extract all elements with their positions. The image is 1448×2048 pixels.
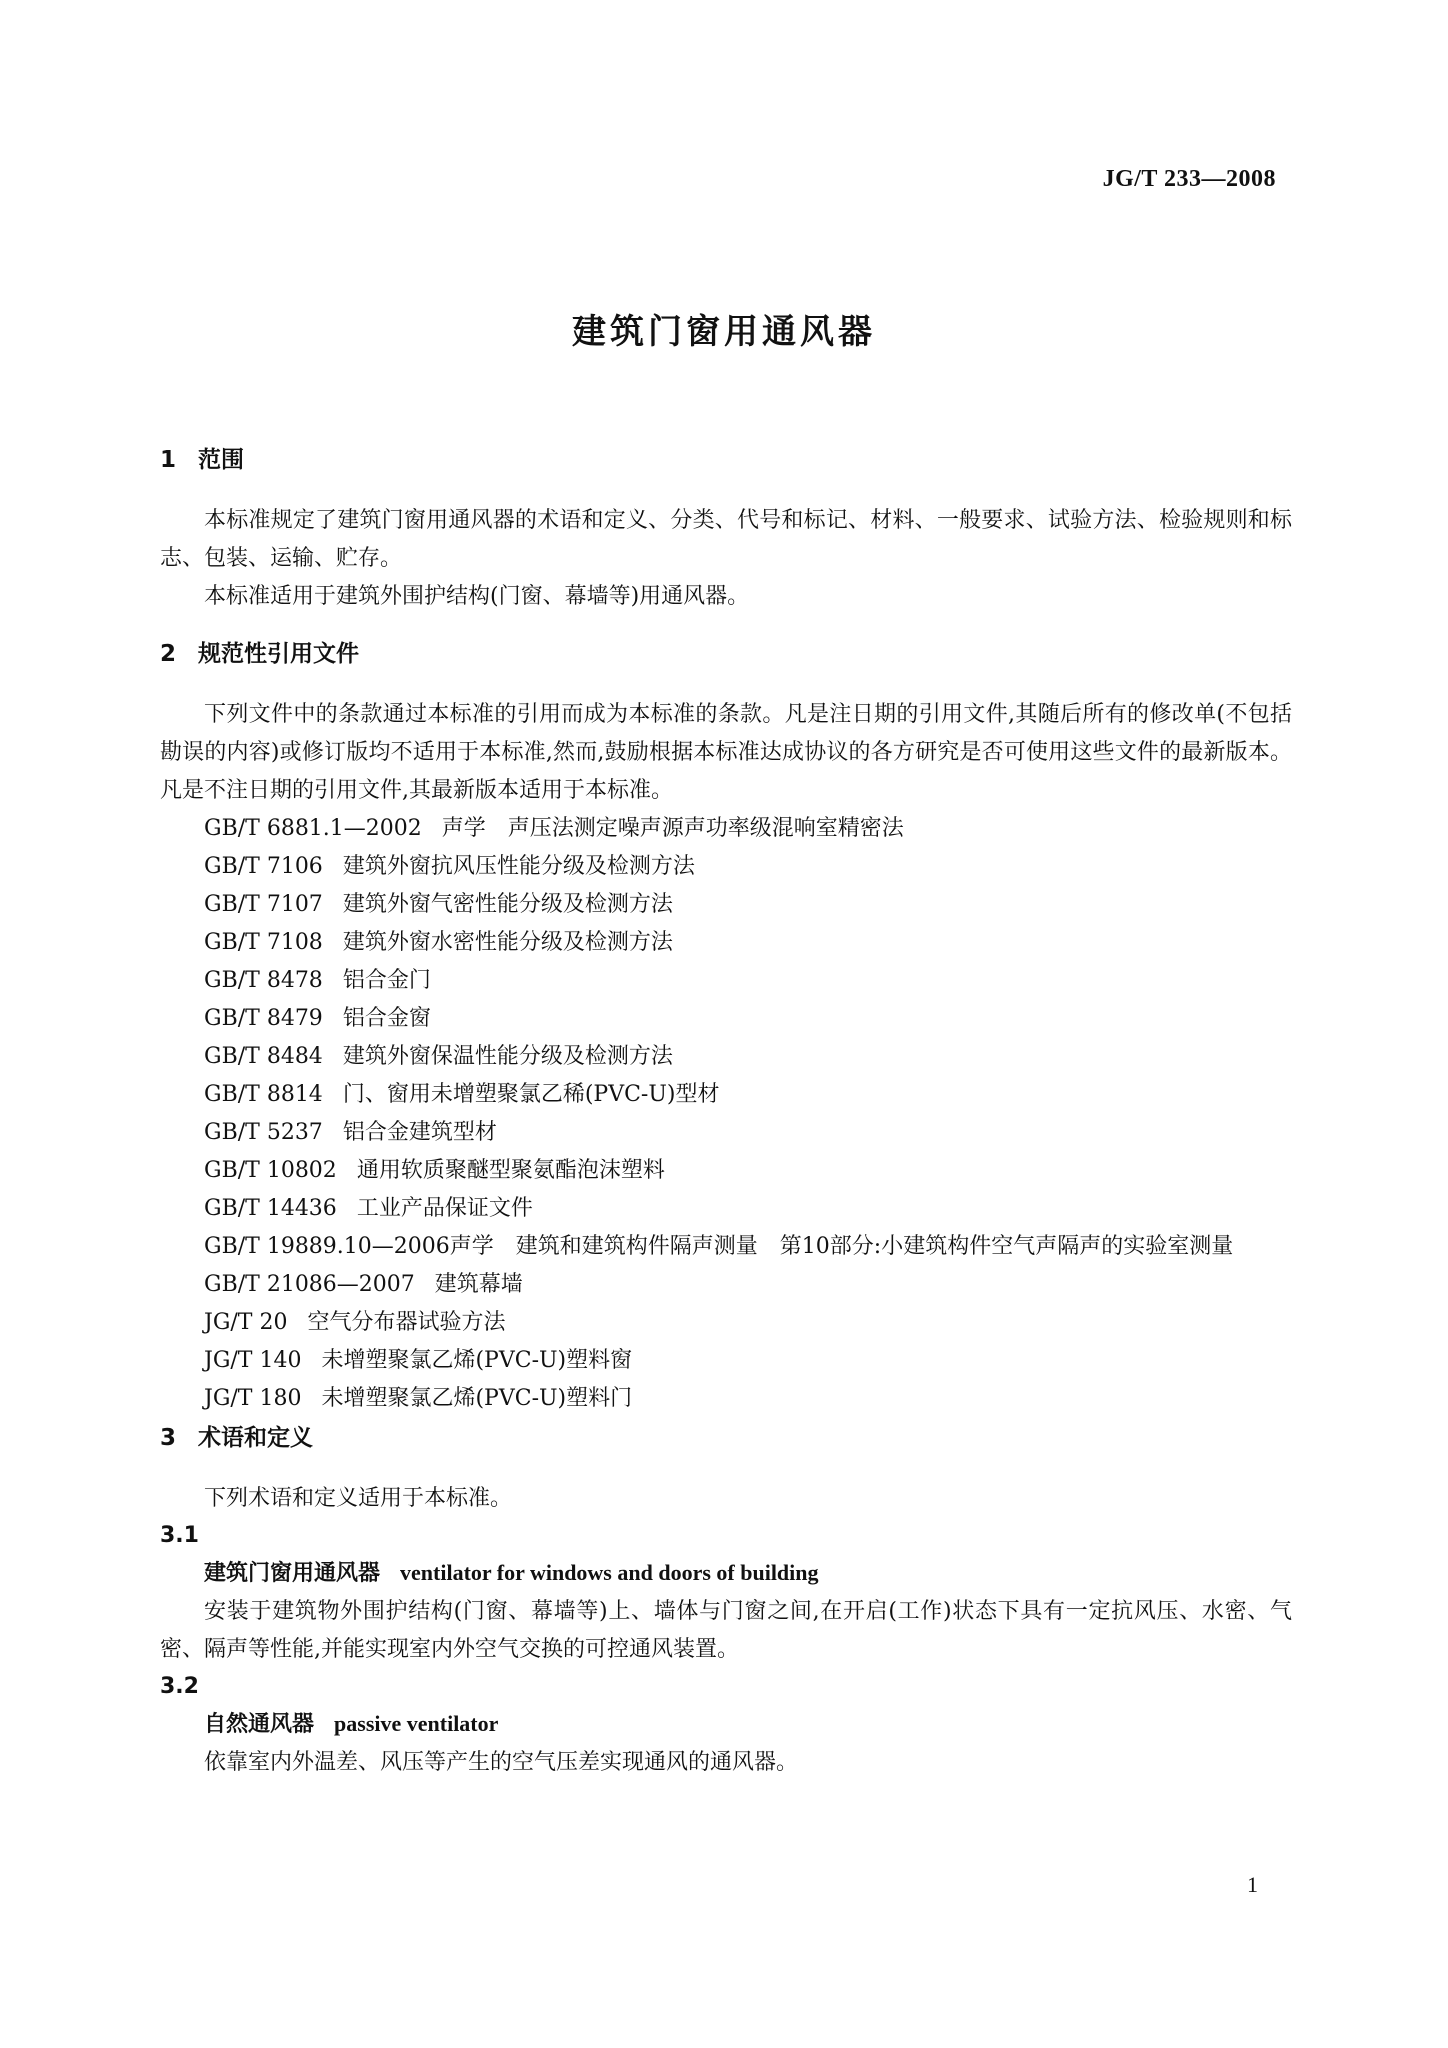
reference-code: GB/T 21086—2007 (204, 1272, 415, 1297)
reference-item (160, 1342, 1292, 1380)
reference-code: GB/T 14436 (204, 1196, 337, 1221)
reference-item (160, 1228, 1292, 1266)
term-definition: 安装于建筑物外围护结构(门窗、幕墙等)上、墙体与门窗之间,在开启(工作)状态下具有一定抗风压、水密、气密、隔声等性能,并能实现室内外空气交换的可控通风装置。 (160, 1599, 1292, 1662)
reference-item (160, 886, 1292, 924)
term-definition: 依靠室内外温差、风压等产生的空气压差实现通风的通风器。 (204, 1750, 799, 1775)
reference-code: GB/T 7108 (204, 930, 323, 955)
reference-item (160, 848, 1292, 886)
reference-title: 建筑外窗抗风压性能分级及检测方法 (342, 854, 695, 879)
reference-item (160, 810, 1292, 848)
reference-item (160, 1152, 1292, 1190)
reference-title: 建筑外窗气密性能分级及检测方法 (342, 892, 673, 917)
reference-title: 声学 声压法测定噪声源声功率级混响室精密法 (441, 816, 904, 841)
references-intro: 下列文件中的条款通过本标准的引用而成为本标准的条款。凡是注日期的引用文件,其随后所有的修改单(不包括勘误的内容)或修订版均不适用于本标准,然而,鼓励根据本标准达成协议的各方研究是否可使用这些文件的最新版本。凡是不注日期的引用文件,其最新版本适用于本标准。 (160, 702, 1292, 803)
reference-code: GB/T 8478 (204, 968, 323, 993)
reference-title: 建筑外窗水密性能分级及检测方法 (342, 930, 673, 955)
reference-item (160, 1190, 1292, 1228)
reference-title: 通用软质聚醚型聚氨酯泡沫塑料 (356, 1158, 665, 1183)
reference-code: JG/T 180 (204, 1386, 302, 1411)
document-title: 建筑门窗用通风器 (572, 312, 876, 352)
reference-code: GB/T 8479 (204, 1006, 323, 1031)
section-number: 1 (160, 447, 177, 473)
term-chinese: 建筑门窗用通风器 (204, 1561, 381, 1586)
term-number: 3.1 (160, 1523, 199, 1548)
reference-code: GB/T 8814 (204, 1082, 323, 1107)
reference-item (160, 962, 1292, 1000)
reference-item (160, 1076, 1292, 1114)
standard-code: JG/T 233—2008 (1102, 166, 1276, 192)
section-title: 范围 (198, 447, 244, 473)
scope-paragraph: 本标准适用于建筑外围护结构(门窗、幕墙等)用通风器。 (204, 584, 750, 609)
term-heading (160, 1705, 1292, 1744)
page-number: 1 (1247, 1872, 1258, 1897)
reference-item (160, 924, 1292, 962)
scope-paragraph: 本标准规定了建筑门窗用通风器的术语和定义、分类、代号和标记、材料、一般要求、试验方法、检验规则和标志、包装、运输、贮存。 (160, 508, 1292, 571)
section-number: 3 (160, 1425, 177, 1451)
reference-title: 未增塑聚氯乙烯(PVC-U)塑料门 (321, 1386, 633, 1411)
terms-intro: 下列术语和定义适用于本标准。 (204, 1486, 513, 1511)
term-entry (160, 1518, 1292, 1669)
reference-code: GB/T 8484 (204, 1044, 323, 1069)
section-heading-terms (160, 1418, 1292, 1458)
reference-code: GB/T 6881.1—2002 (204, 816, 422, 841)
reference-item (160, 1304, 1292, 1342)
section-title: 术语和定义 (198, 1425, 313, 1451)
reference-title: 声学 建筑和建筑构件隔声测量 第10部分:小建筑构件空气声隔声的实验室测量 (449, 1234, 1234, 1259)
reference-item (160, 1380, 1292, 1418)
reference-title: 工业产品保证文件 (356, 1196, 533, 1221)
reference-list (160, 810, 1292, 1418)
reference-item (160, 1000, 1292, 1038)
term-heading (160, 1554, 1292, 1593)
reference-title: 铝合金建筑型材 (342, 1120, 497, 1145)
reference-code: JG/T 20 (204, 1310, 288, 1335)
reference-code: GB/T 19889.10—2006 (204, 1234, 450, 1259)
section-heading-scope (160, 440, 1292, 480)
reference-title: 建筑外窗保温性能分级及检测方法 (342, 1044, 673, 1069)
term-entry (160, 1669, 1292, 1782)
reference-title: 空气分布器试验方法 (307, 1310, 506, 1335)
reference-title: 未增塑聚氯乙烯(PVC-U)塑料窗 (321, 1348, 633, 1373)
reference-code: GB/T 5237 (204, 1120, 323, 1145)
term-number: 3.2 (160, 1674, 199, 1699)
reference-code: GB/T 7106 (204, 854, 323, 879)
reference-item (160, 1038, 1292, 1076)
reference-title: 铝合金窗 (342, 1006, 431, 1031)
reference-code: JG/T 140 (204, 1348, 302, 1373)
reference-item (160, 1266, 1292, 1304)
reference-code: GB/T 10802 (204, 1158, 337, 1183)
section-heading-references (160, 634, 1292, 674)
term-chinese: 自然通风器 (204, 1712, 315, 1737)
reference-title: 铝合金门 (342, 968, 431, 993)
section-title: 规范性引用文件 (198, 641, 359, 667)
reference-item (160, 1114, 1292, 1152)
reference-title: 门、窗用未增塑聚氯乙稀(PVC-U)型材 (342, 1082, 720, 1107)
reference-title: 建筑幕墙 (434, 1272, 523, 1297)
term-english: passive ventilator (334, 1711, 499, 1736)
section-number: 2 (160, 641, 177, 667)
document-body (160, 440, 1292, 1782)
term-english: ventilator for windows and doors of building (400, 1560, 819, 1585)
reference-code: GB/T 7107 (204, 892, 323, 917)
